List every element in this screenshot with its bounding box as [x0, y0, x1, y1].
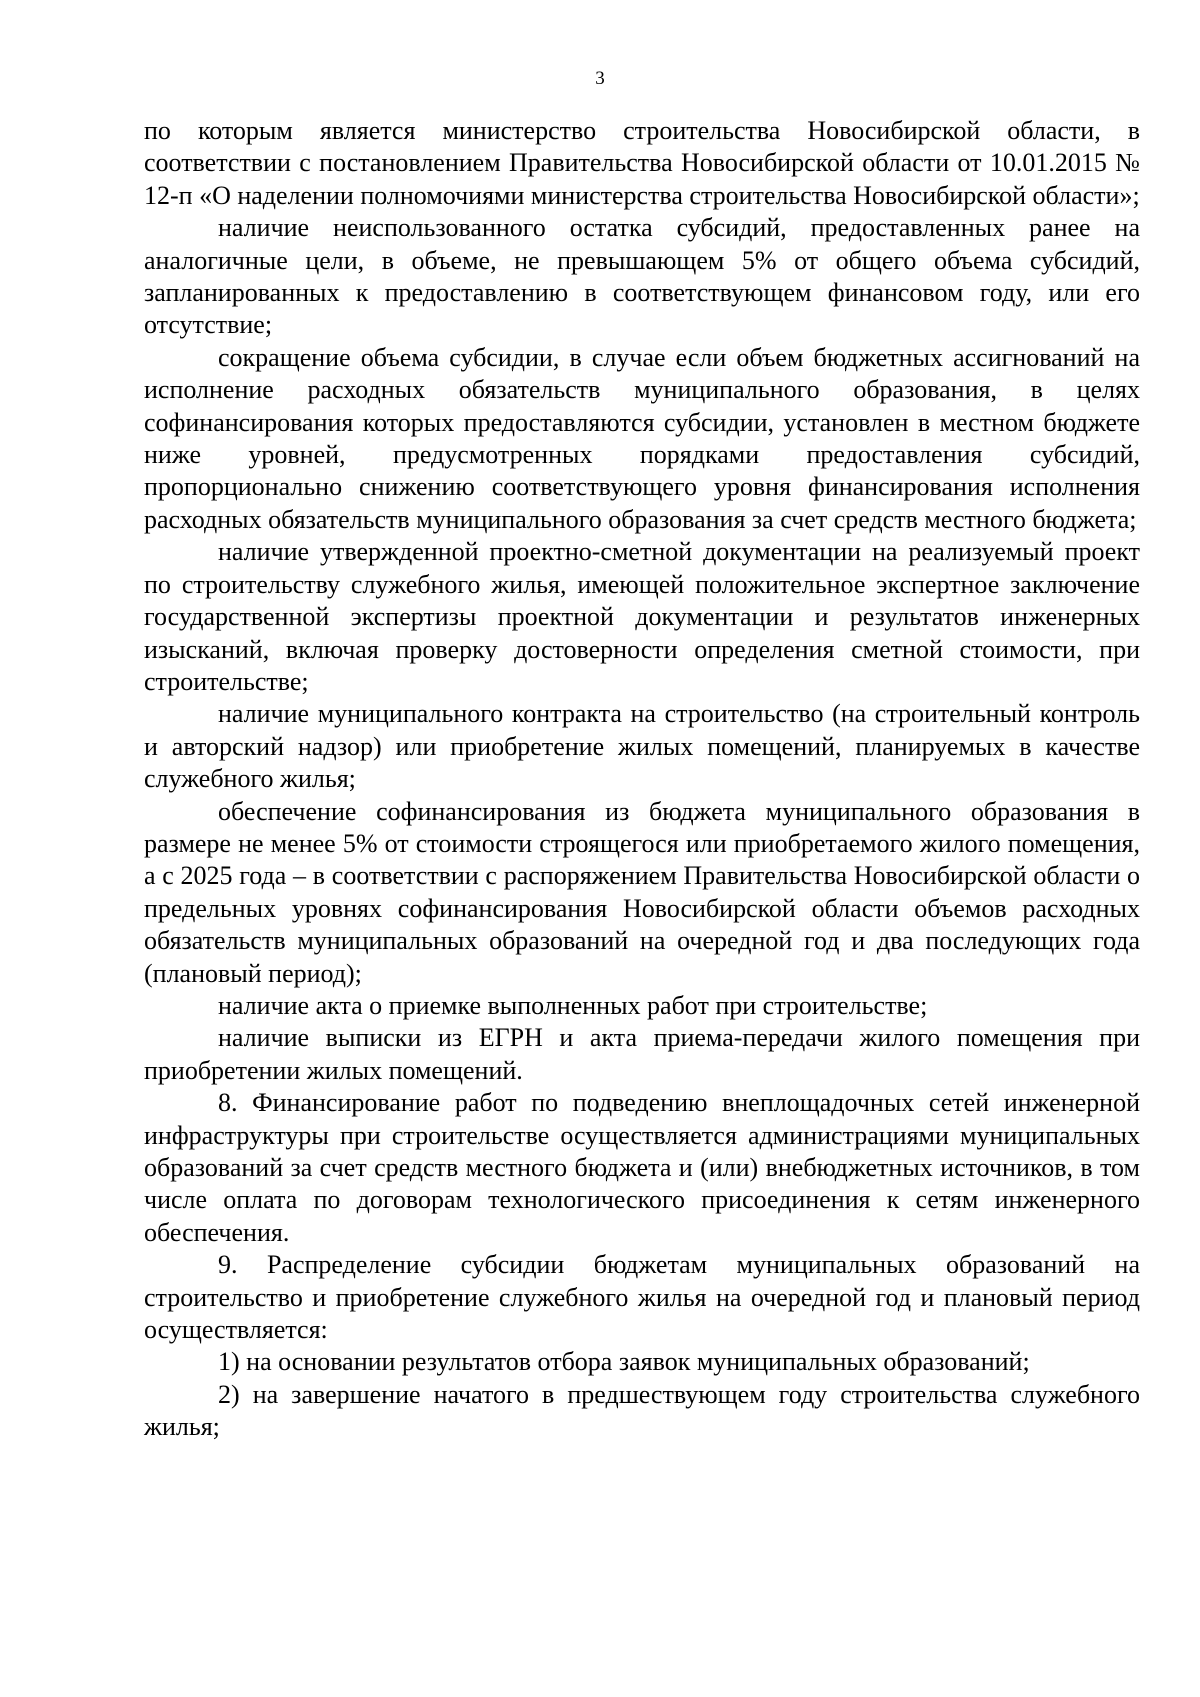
paragraph-unused-subsidy-balance: наличие неиспользованного остатка субсидий, предоставленных ранее на аналогичные цели, в объеме, не превышающем 5% от общего объема субсидий, запланированных к предоставлению в соответствующем финансовом году, или его отсутствие;: [144, 213, 1140, 340]
paragraph-egrn-extract: наличие выписки из ЕГРН и акта приема-передачи жилого помещения при приобретении жилых помещений.: [144, 1023, 1140, 1085]
paragraph-subsidy-reduction: сокращение объема субсидии, в случае если объем бюджетных ассигнований на исполнение расходных обязательств муниципального образования, в целях софинансирования которых предоставляются субсидии, установлен в местном бюджете ниже уровней, предусмотренных порядками предоставления субсидий, пропорционально снижению соответствующего уровня финансирования исполнения расходных обязательств муниципального образования за счет средств местного бюджета;: [144, 342, 1140, 534]
paragraph-section-9: 9. Распределение субсидии бюджетам муниципальных образований на строительство и приобретение служебного жилья на очередной год и плановый период осуществляется:: [144, 1250, 1140, 1345]
document-body: [144, 115, 1140, 1444]
paragraph-design-documentation: наличие утвержденной проектно-сметной документации на реализуемый проект по строительству служебного жилья, имеющей положительное экспертное заключение государственной экспертизы проектной документации и результатов инженерных изысканий, включая проверку достоверности определения сметной стоимости, при строительстве;: [144, 537, 1140, 696]
page-number: 3: [595, 68, 605, 89]
paragraph-cofinancing: обеспечение софинансирования из бюджета муниципального образования в размере не менее 5% от стоимости строящегося или приобретаемого жилого помещения, а с 2025 года – в соответствии с распоряжением Правительства Новосибирской области о предельных уровнях софинансирования Новосибирской области объемов расходных обязательств муниципальных образований на очередной год и два последующих года (плановый период);: [144, 796, 1140, 988]
list-item-2: 2) на завершение начатого в предшествующем году строительства служебного жилья;: [144, 1379, 1140, 1442]
paragraph-section-8: 8. Финансирование работ по подведению внеплощадочных сетей инженерной инфраструктуры при строительстве осуществляется администрациями муниципальных образований за счет средств местного бюджета и (или) внебюджетных источников, в том числе оплата по договорам технологического присоединения к сетям инженерного обеспечения.: [144, 1088, 1140, 1247]
paragraph-continuation: по которым является министерство строительства Новосибирской области, в соответствии с постановлением Правительства Новосибирской области от 10.01.2015 № 12-п «О наделении полномочиями министерства строительства Новосибирской области»;: [144, 116, 1140, 210]
paragraph-acceptance-act: наличие акта о приемке выполненных работ при строительстве;: [218, 990, 928, 1020]
list-item-1: 1) на основании результатов отбора заявок муниципальных образований;: [218, 1347, 1030, 1377]
paragraph-municipal-contract: наличие муниципального контракта на строительство (на строительный контроль и авторский надзор) или приобретение жилых помещений, планируемых в качестве служебного жилья;: [144, 699, 1140, 794]
